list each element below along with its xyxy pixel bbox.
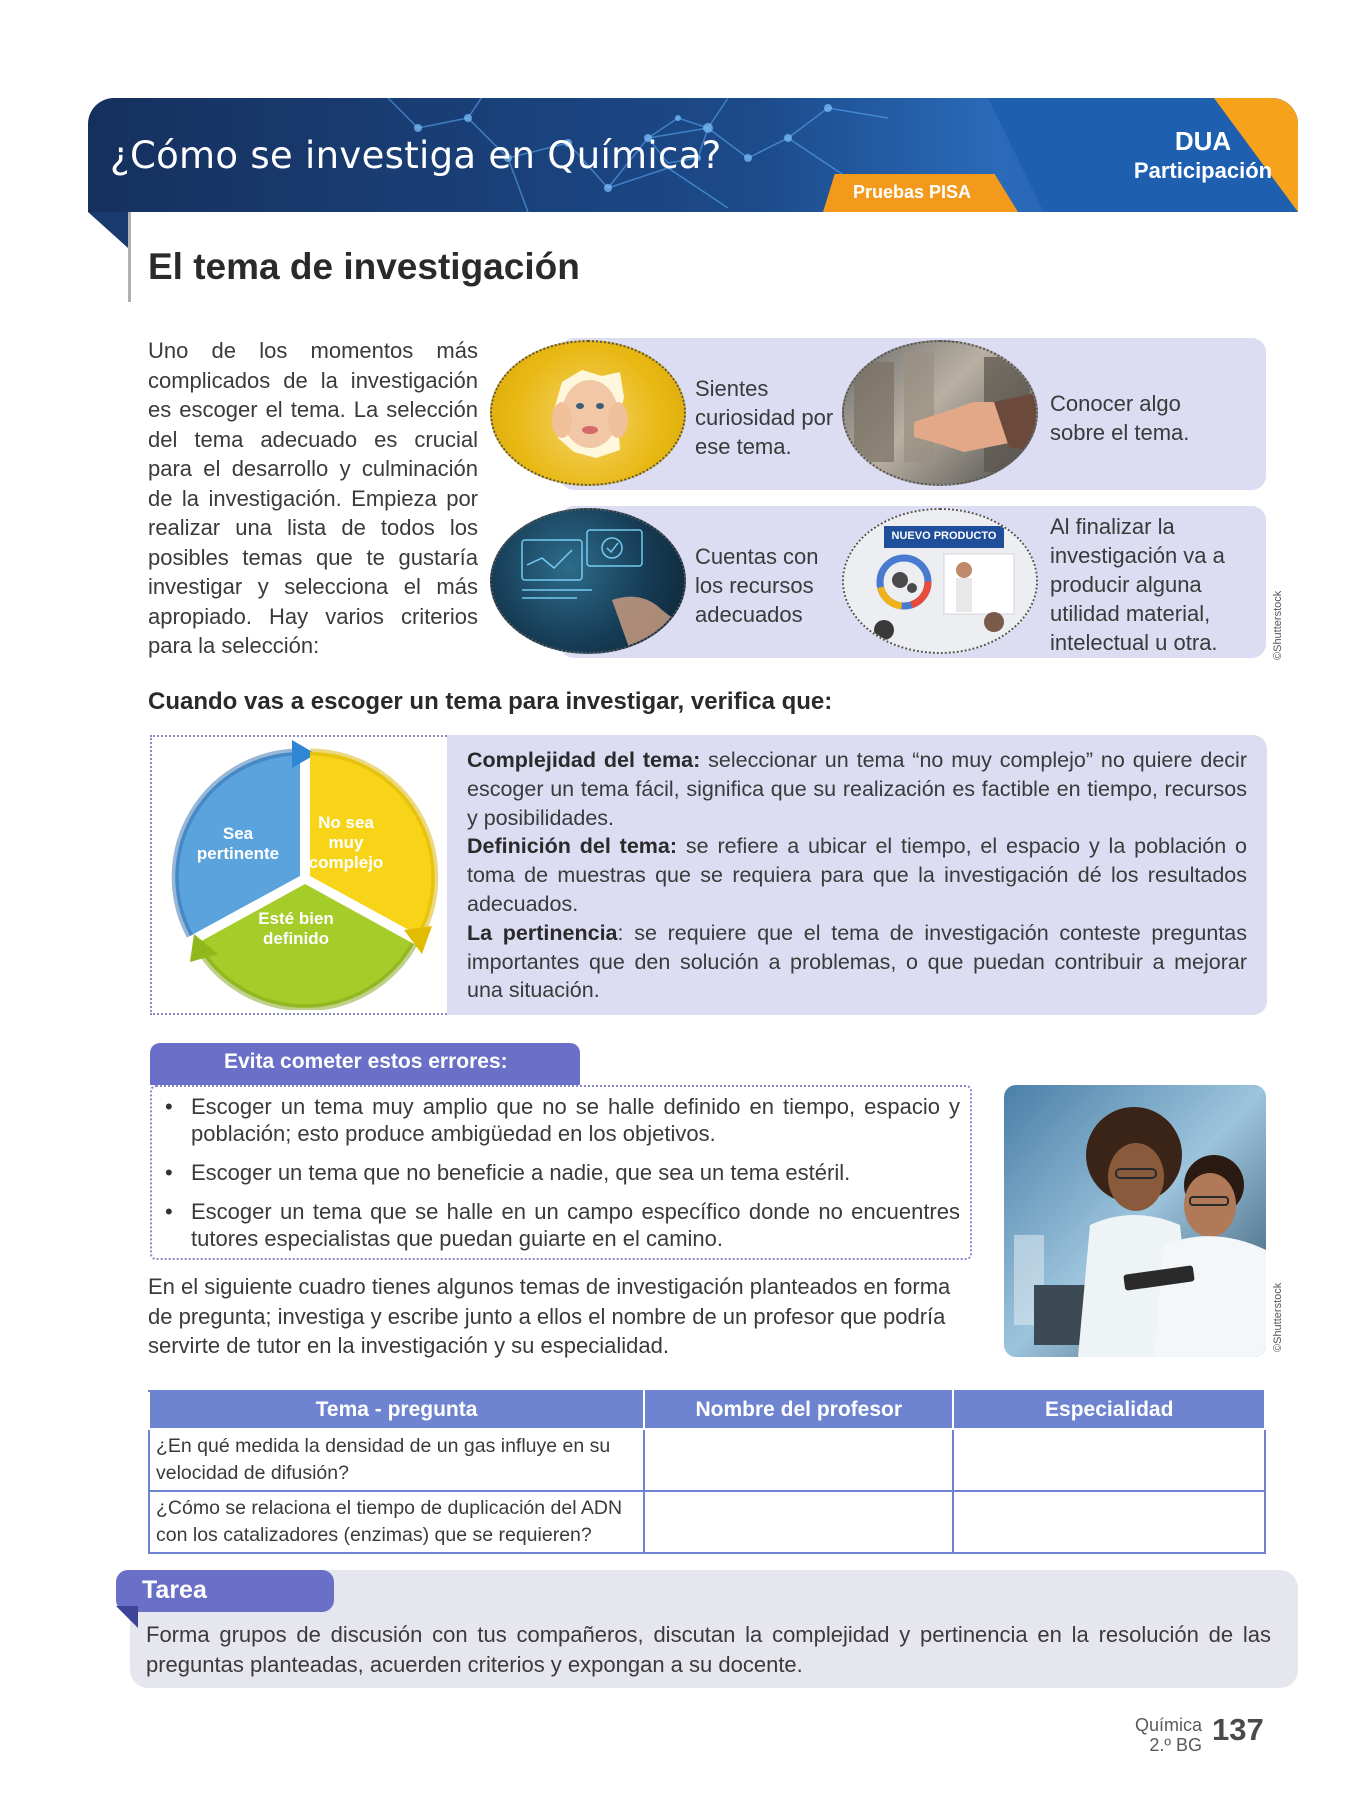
cycle-complex-line2: muy (328, 833, 364, 852)
list-item: • Escoger un tema que no beneficie a nadie, que sea un tema estéril. (165, 1159, 960, 1186)
banner-fold (88, 212, 128, 248)
errors-heading: Evita cometer estos errores: (224, 1050, 508, 1073)
tarea-tab-fold (116, 1606, 138, 1628)
folio-grade: 2.º BG (1149, 1735, 1202, 1755)
unit-title: ¿Cómo se investiga en Química? (110, 134, 722, 177)
header-banner (88, 98, 1298, 212)
definition-body: se refiere a ubicar el tiempo, el espacio y la población o toma de muestras que se requiera para que la investigación dé los resultados adecuados. (467, 834, 1247, 916)
image-credit-top: ©Shutterstock (1272, 590, 1284, 660)
topics-table (148, 1390, 1266, 1554)
cycle-complex-line1: No sea (318, 813, 374, 832)
teacher-cell[interactable] (644, 1491, 953, 1553)
specialty-cell[interactable] (953, 1429, 1265, 1491)
definition-body: seleccionar un tema “no muy complejo” no quiere decir escoger un tema fácil, significa que su realización es factible en tiempo, recursos y posibilidades. (467, 748, 1247, 830)
list-item: • Escoger un tema muy amplio que no se halle definido en tiempo, espacio y población; esto produce ambigüedad en los objetivos. (165, 1093, 960, 1147)
column-header-teacher: Nombre del profesor (644, 1391, 953, 1429)
cycle-pertinent-line2: pertinente (196, 844, 280, 863)
list-item: • Escoger un tema que se halle en un campo específico donde no encuentres tutores especialistas que puedan guiarte en el camino. (165, 1198, 960, 1252)
product-photo (842, 508, 1038, 654)
knowledge-photo (842, 340, 1038, 486)
specialty-cell[interactable] (953, 1491, 1265, 1553)
verify-heading: Cuando vas a escoger un tema para investigar, verifica que: (148, 688, 833, 715)
cycle-defined-line1: Esté bien (258, 909, 334, 928)
tarea-heading: Tarea (142, 1576, 207, 1604)
dua-subtitle: Participación (1133, 158, 1273, 183)
resources-photo (490, 508, 686, 654)
laboratory-photo (1004, 1085, 1266, 1357)
pisa-label: Pruebas PISA (853, 182, 972, 202)
definition-body: : se requiere que el tema de investigación conteste preguntas importantes que den solución a problemas, o que puedan contribuir a mejorar una situación. (467, 920, 1248, 1003)
table-row (149, 1491, 1265, 1553)
errors-list (165, 1093, 960, 1264)
definition-definition (467, 832, 1247, 918)
tarea-text: Forma grupos de discusión con tus compañeros, discutan la complejidad y pertinencia en la resolución de las preguntas planteadas, acuerden criterios y expongan a su docente. (146, 1622, 1271, 1677)
cycle-defined-line2: definido (262, 929, 330, 948)
folio-subject-name: Química (1134, 1715, 1202, 1735)
instructions-paragraph: En el siguiente cuadro tienes algunos temas de investigación planteados en forma de pregunta; investiga y escribe junto a ellos el nombre de un profesor que podría servirte de tutor en la investigación y su especialidad. (148, 1274, 951, 1358)
definitions-text (467, 746, 1247, 1005)
table-row (149, 1429, 1265, 1491)
image-credit-photo: ©Shutterstock (1272, 1282, 1284, 1352)
column-header-topic: Tema - pregunta (149, 1391, 644, 1429)
curiosity-photo (490, 340, 686, 486)
cycle-label-defined (258, 909, 334, 948)
new-product-label: NUEVO PRODUCTO (891, 530, 997, 542)
definition-pertinence (467, 919, 1247, 1005)
folio-subject (1100, 1715, 1202, 1755)
topic-cell: ¿Cómo se relaciona el tiempo de duplicación del ADN con los catalizadores (enzimas) que se requieren? (149, 1491, 644, 1553)
definition-term: Complejidad del tema: (467, 748, 701, 772)
criterion-resources: Cuentas con los recursos adecuados (695, 544, 819, 627)
criteria-cycle-diagram (160, 740, 445, 1010)
criterion-knowledge: Conocer algo sobre el tema. (1050, 391, 1190, 445)
teacher-cell[interactable] (644, 1429, 953, 1491)
cycle-complex-line3: complejo (308, 853, 384, 872)
definition-term: Definición del tema: (467, 834, 678, 859)
section-bar (128, 212, 131, 302)
definition-complexity (467, 746, 1247, 832)
section-title: El tema de investigación (148, 246, 580, 287)
cycle-pertinent-line1: Sea (222, 824, 254, 843)
page-number: 137 (1212, 1712, 1264, 1747)
definition-term: La pertinencia (467, 920, 618, 945)
table-header-row (149, 1391, 1265, 1429)
topic-cell: ¿En qué medida la densidad de un gas influye en su velocidad de difusión? (149, 1429, 644, 1491)
criterion-curiosity: Sientes curiosidad por ese tema. (695, 376, 834, 459)
criterion-utility: Al finalizar la investigación va a producir alguna utilidad material, intelectual u otra. (1050, 514, 1225, 655)
column-header-specialty: Especialidad (953, 1391, 1265, 1429)
dua-title: DUA (1174, 126, 1232, 156)
intro-paragraph: Uno de los momentos más complicados de la investigación es escoger el tema. La selección del tema adecuado es crucial para el desarrollo y culminación de la investigación. Empieza por realizar una lista de todos los posibles temas que te gustaría investigar y selecciona el más apropiado. Hay varios criterios para la selección: (148, 338, 478, 658)
